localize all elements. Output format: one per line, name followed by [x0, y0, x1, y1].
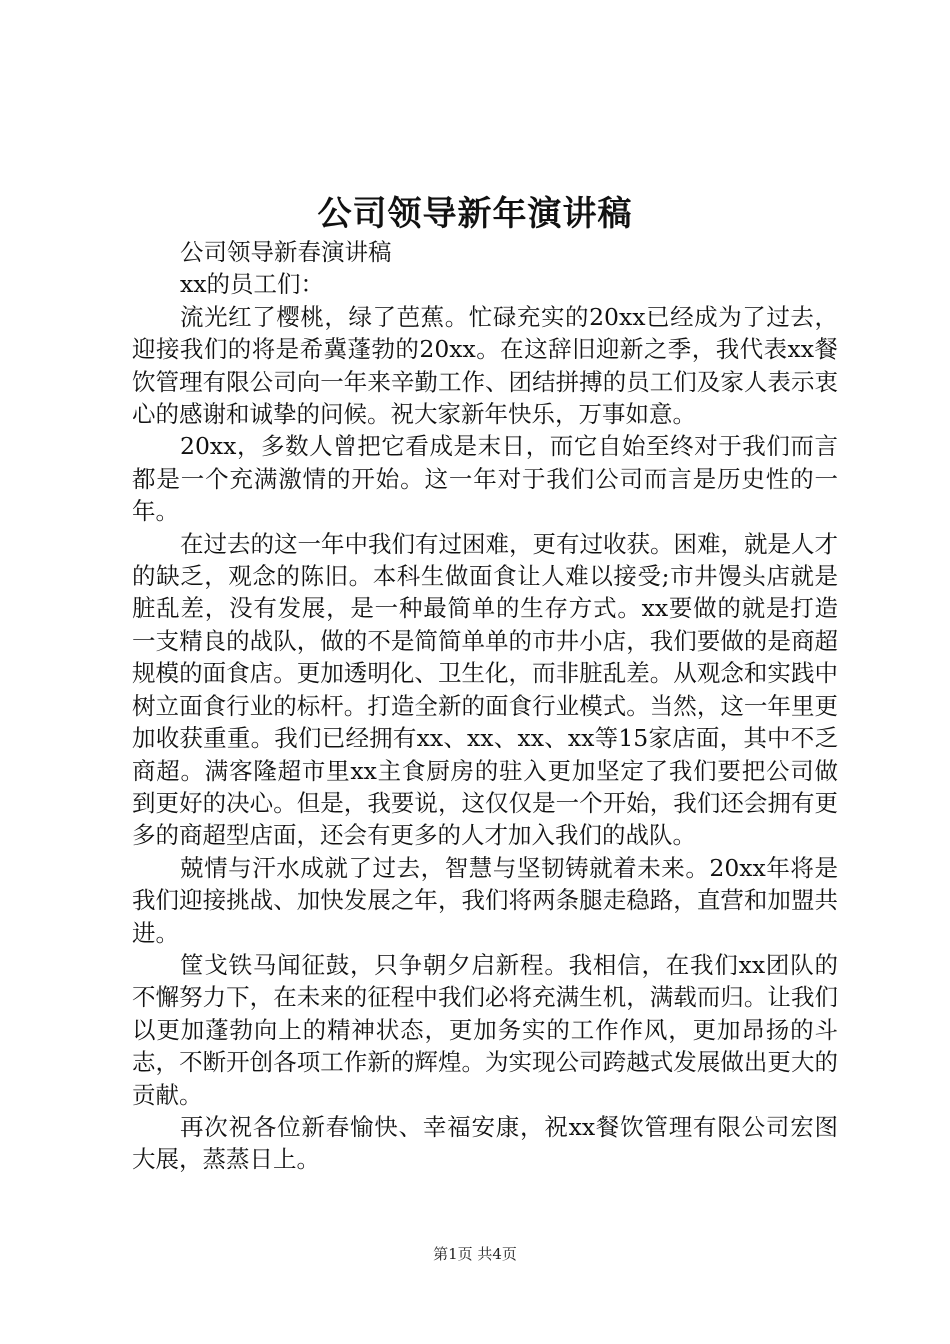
- paragraph-subtitle: 公司领导新春演讲稿: [180, 238, 392, 266]
- paragraph: 20xx，多数人曾把它看成是末日，而它自始至终对于我们而言都是一个充满激情的开始。这一年对于我们公司而言是历史性的一年。: [132, 432, 838, 526]
- page-number-footer: 第1页 共4页: [433, 1245, 517, 1263]
- document-body: [132, 236, 838, 1176]
- paragraph: 筐戈铁马闻征鼓，只争朝夕启新程。我相信，在我们xx团队的不懈努力下，在未来的征程中我们必将充满生机，满载而归。让我们以更加蓬勃向上的精神状态，更加务实的工作作风，更加昂扬的斗志，不断开创各项工作新的辉煌。为实现公司跨越式发展做出更大的贡献。: [132, 950, 838, 1109]
- paragraph-closing: 再次祝各位新春愉快、幸福安康，祝xx餐饮管理有限公司宏图大展，蒸蒸日上。: [132, 1112, 838, 1174]
- paragraph: 在过去的这一年中我们有过困难，更有过收获。困难，就是人才的缺乏，观念的陈旧。本科生做面食让人难以接受;市井馒头店就是脏乱差，没有发展，是一种最简单的生存方式。xx要做的就是打造一支精良的战队，做的不是简简单单的市井小店，我们要做的是商超规模的面食店。更加透明化、卫生化，而非脏乱差。从观念和实践中树立面食行业的标杆。打造全新的面食行业模式。当然，这一年里更加收获重重。我们已经拥有xx、xx、xx、xx等15家店面，其中不乏商超。满客隆超市里xx主食厨房的驻入更加坚定了我们要把公司做到更好的决心。但是，我要说，这仅仅是一个开始，我们还会拥有更多的商超型店面，还会有更多的人才加入我们的战队。: [132, 529, 838, 850]
- paragraph: 流光红了樱桃，绿了芭蕉。忙碌充实的20xx已经成为了过去，迎接我们的将是希冀蓬勃的20xx。在这辞旧迎新之季，我代表xx餐饮管理有限公司向一年来辛勤工作、团结拼搏的员工们及家人表示衷心的感谢和诚挚的问候。祝大家新年快乐，万事如意。: [132, 302, 838, 429]
- document-title: 公司领导新年演讲稿: [317, 194, 633, 234]
- paragraph: 兢情与汗水成就了过去，智慧与坚韧铸就着未来。20xx年将是我们迎接挑战、加快发展之年，我们将两条腿走稳路，直营和加盟共进。: [132, 853, 838, 947]
- paragraph-salutation: xx的员工们：: [180, 270, 325, 299]
